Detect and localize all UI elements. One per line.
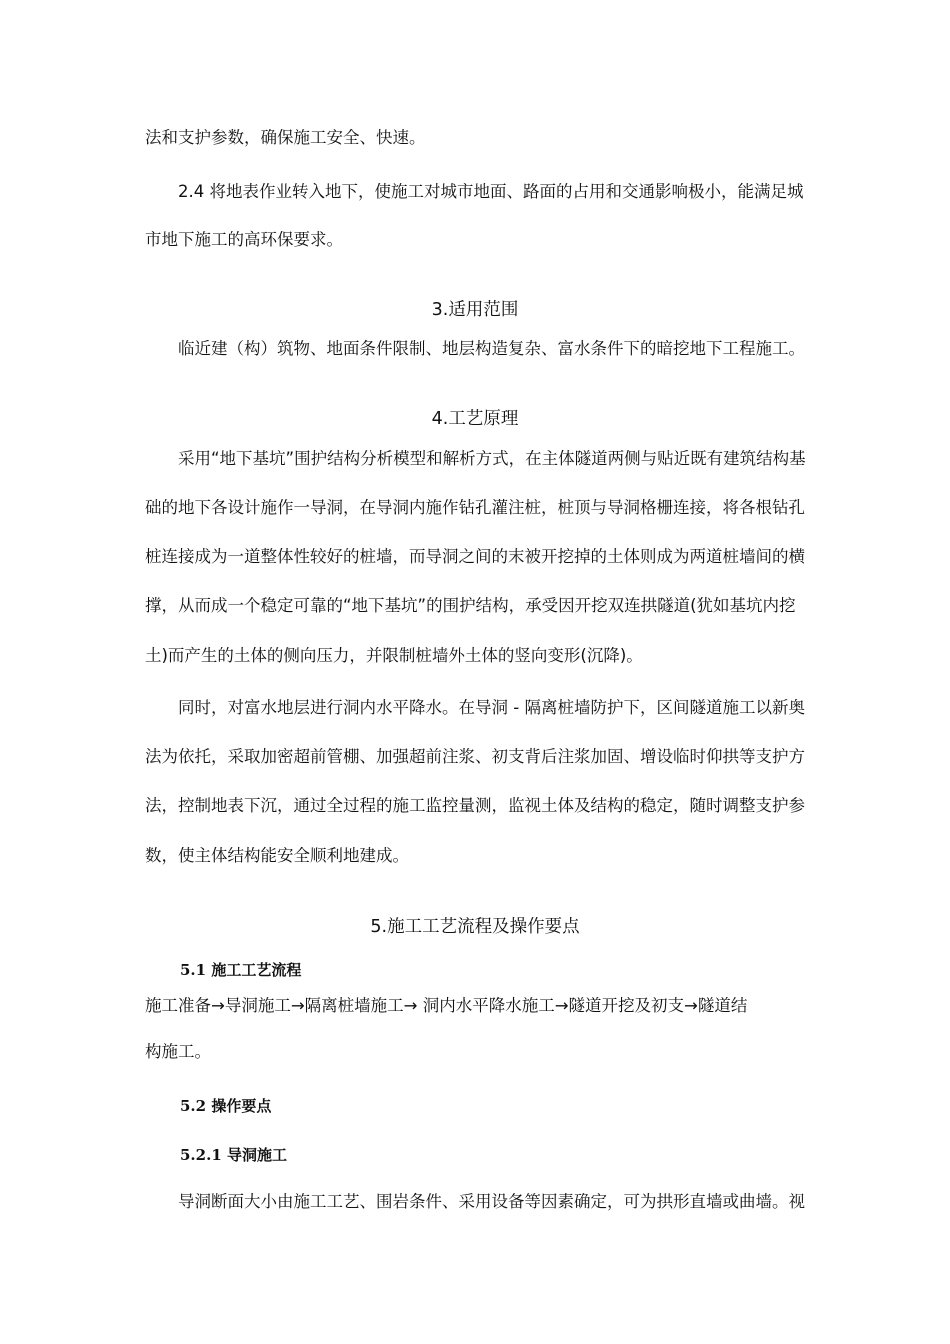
section-heading: 3.适用范围 <box>431 300 519 320</box>
paragraph-line: 数，使主体结构能安全顺利地建成。 <box>145 846 409 865</box>
paragraph-line: 施工准备→导洞施工→隔离桩墙施工→ 洞内水平降水施工→隧道开挖及初支→隧道结 <box>145 996 748 1015</box>
paragraph-line: 构施工。 <box>145 1042 211 1061</box>
section-heading: 4.工艺原理 <box>431 409 519 429</box>
paragraph-line: 础的地下各设计施作一导洞，在导洞内施作钻孔灌注桩，桩顶与导洞格栅连接，将各根钻孔 <box>145 498 805 517</box>
paragraph-line: 土)而产生的土体的侧向压力，并限制桩墙外土体的竖向变形(沉降)。 <box>145 646 643 665</box>
section-heading: 5.施工工艺流程及操作要点 <box>370 917 580 937</box>
paragraph-line: 法为依托，采取加密超前管棚、加强超前注浆、初支背后注浆加固、增设临时仰拱等支护方 <box>145 747 805 766</box>
subsection-heading: 5.2.1 导洞施工 <box>180 1146 287 1164</box>
subsection-heading: 5.1 施工工艺流程 <box>180 961 302 979</box>
paragraph-line: 法和支护参数，确保施工安全、快速。 <box>145 128 426 147</box>
paragraph-line: 法，控制地表下沉，通过全过程的施工监控量测，监视土体及结构的稳定，随时调整支护参 <box>145 796 805 815</box>
paragraph-line: 采用“地下基坑”围护结构分析模型和解析方式，在主体隧道两侧与贴近既有建筑结构基 <box>178 449 806 468</box>
paragraph-line: 2.4 将地表作业转入地下，使施工对城市地面、路面的占用和交通影响极小，能满足城 <box>178 182 804 201</box>
paragraph-line: 撑，从而成一个稳定可靠的“地下基坑”的围护结构，承受因开挖双连拱隧道(犹如基坑内挖 <box>145 596 796 615</box>
paragraph-line: 临近建（构）筑物、地面条件限制、地层构造复杂、富水条件下的暗挖地下工程施工。 <box>178 339 805 358</box>
paragraph-line: 同时，对富水地层进行洞内水平降水。在导洞 - 隔离桩墙防护下，区间隧道施工以新奥 <box>178 698 805 717</box>
paragraph-line: 市地下施工的高环保要求。 <box>145 230 343 249</box>
paragraph-line: 导洞断面大小由施工工艺、围岩条件、采用设备等因素确定，可为拱形直墙或曲墙。视 <box>178 1192 805 1211</box>
paragraph-line: 桩连接成为一道整体性较好的桩墙，而导洞之间的末被开挖掉的土体则成为两道桩墙间的横 <box>145 547 805 566</box>
subsection-heading: 5.2 操作要点 <box>180 1097 272 1115</box>
